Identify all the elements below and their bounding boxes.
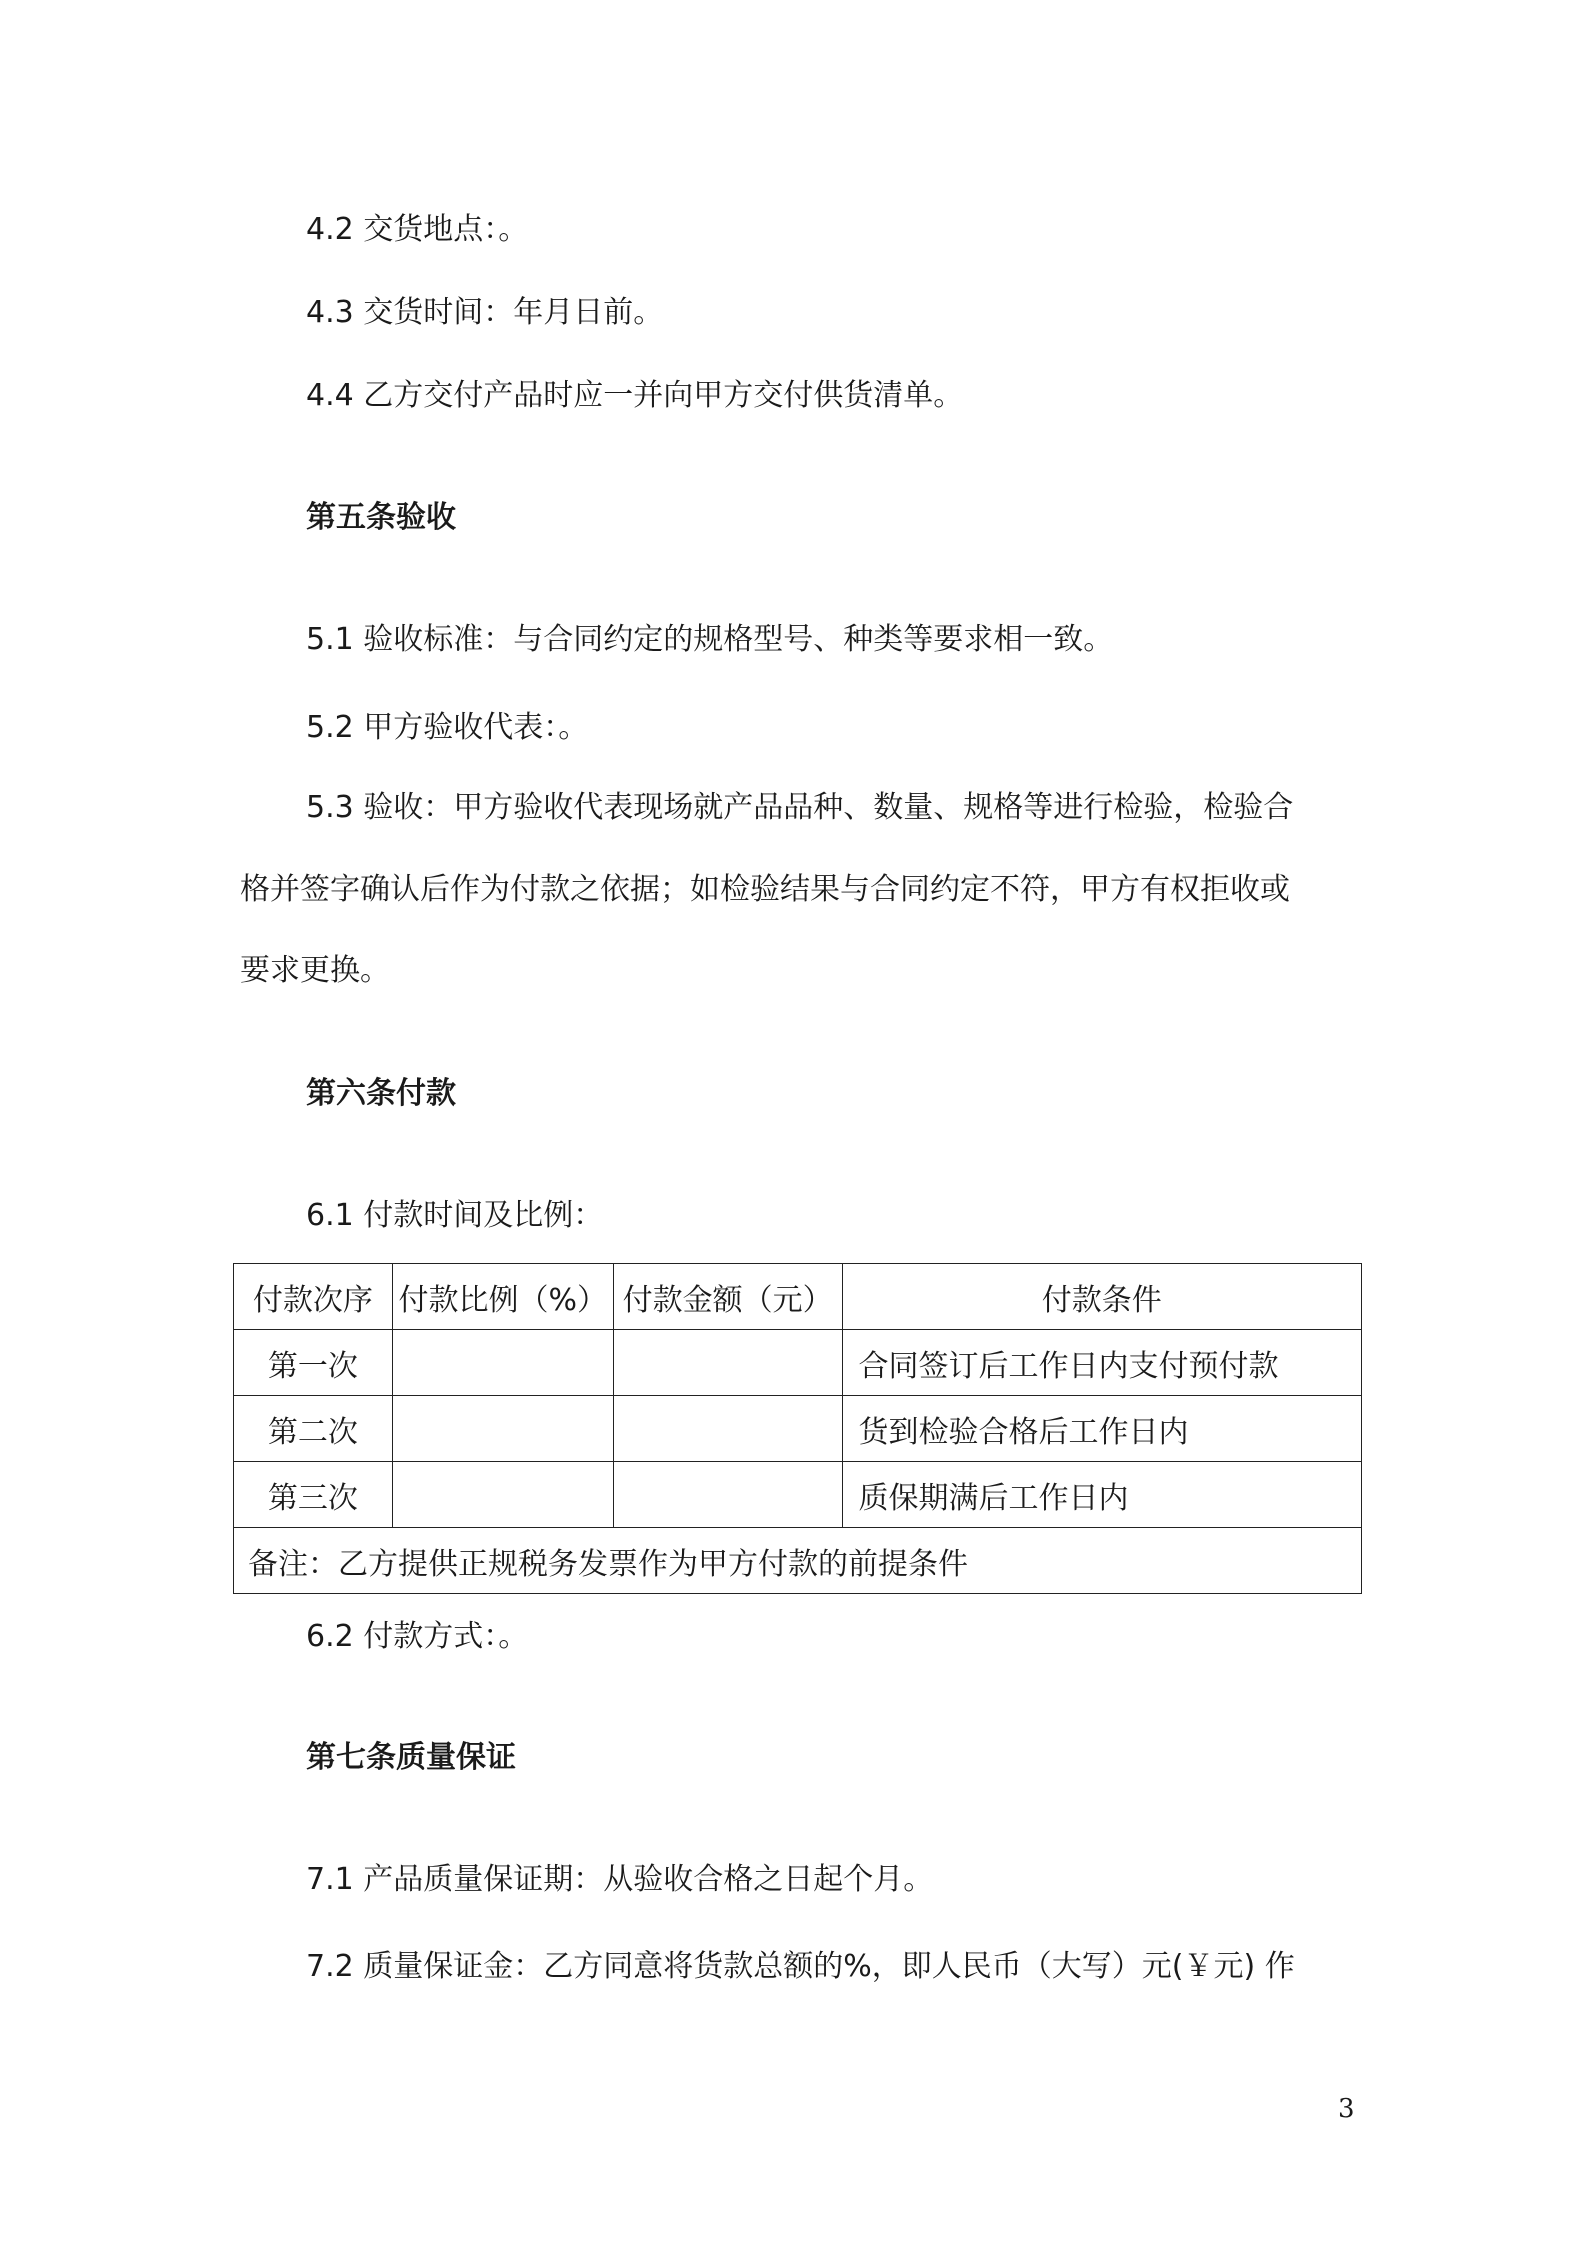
table-row — [234, 1330, 1362, 1396]
clause-6-2: 6.2 付款方式：。 — [306, 1619, 529, 1654]
heading-article-7: 第七条质量保证 — [306, 1740, 516, 1775]
table-header-cell: 付款条件 — [842, 1264, 1361, 1330]
clause-5-3-line1: 5.3 验收：甲方验收代表现场就产品品种、数量、规格等进行检验，检验合 — [306, 790, 1294, 825]
payment-condition-cell: 货到检验合格后工作日内 — [842, 1396, 1361, 1462]
payment-amount-cell — [613, 1330, 842, 1396]
clause-5-1: 5.1 验收标准：与合同约定的规格型号、种类等要求相一致。 — [306, 622, 1114, 657]
clause-4-3: 4.3 交货时间：年月日前。 — [306, 295, 664, 330]
clause-4-2: 4.2 交货地点：。 — [306, 212, 529, 247]
payment-condition-cell: 合同签订后工作日内支付预付款 — [842, 1330, 1361, 1396]
table-note-row — [234, 1528, 1362, 1594]
payment-amount-cell — [613, 1396, 842, 1462]
heading-article-5: 第五条验收 — [306, 500, 456, 535]
payment-ratio-cell — [392, 1330, 613, 1396]
table-row — [234, 1396, 1362, 1462]
table-row — [234, 1462, 1362, 1528]
table-header-cell: 付款比例（%） — [392, 1264, 613, 1330]
clause-7-1: 7.1 产品质量保证期：从验收合格之日起个月。 — [306, 1862, 934, 1897]
clause-5-2: 5.2 甲方验收代表：。 — [306, 710, 589, 745]
payment-order-cell: 第一次 — [234, 1330, 393, 1396]
table-header-cell: 付款次序 — [234, 1264, 393, 1330]
heading-article-6: 第六条付款 — [306, 1076, 456, 1111]
payment-order-cell: 第二次 — [234, 1396, 393, 1462]
payment-condition-cell: 质保期满后工作日内 — [842, 1462, 1361, 1528]
page-number: 3 — [1338, 2094, 1355, 2124]
clause-6-1: 6.1 付款时间及比例： — [306, 1198, 604, 1233]
payment-note: 备注：乙方提供正规税务发票作为甲方付款的前提条件 — [234, 1528, 1362, 1594]
payment-ratio-cell — [392, 1396, 613, 1462]
clause-5-3-line3: 要求更换。 — [240, 953, 390, 988]
payment-ratio-cell — [392, 1462, 613, 1528]
payment-order-cell: 第三次 — [234, 1462, 393, 1528]
clause-7-2: 7.2 质量保证金：乙方同意将货款总额的%，即人民币（大写）元(￥元) 作 — [306, 1949, 1295, 1984]
table-header-row — [234, 1264, 1362, 1330]
payment-table — [233, 1263, 1362, 1594]
payment-amount-cell — [613, 1462, 842, 1528]
clause-4-4: 4.4 乙方交付产品时应一并向甲方交付供货清单。 — [306, 378, 964, 413]
table-header-cell: 付款金额（元） — [613, 1264, 842, 1330]
clause-5-3-line2: 格并签字确认后作为付款之依据；如检验结果与合同约定不符，甲方有权拒收或 — [240, 872, 1290, 907]
